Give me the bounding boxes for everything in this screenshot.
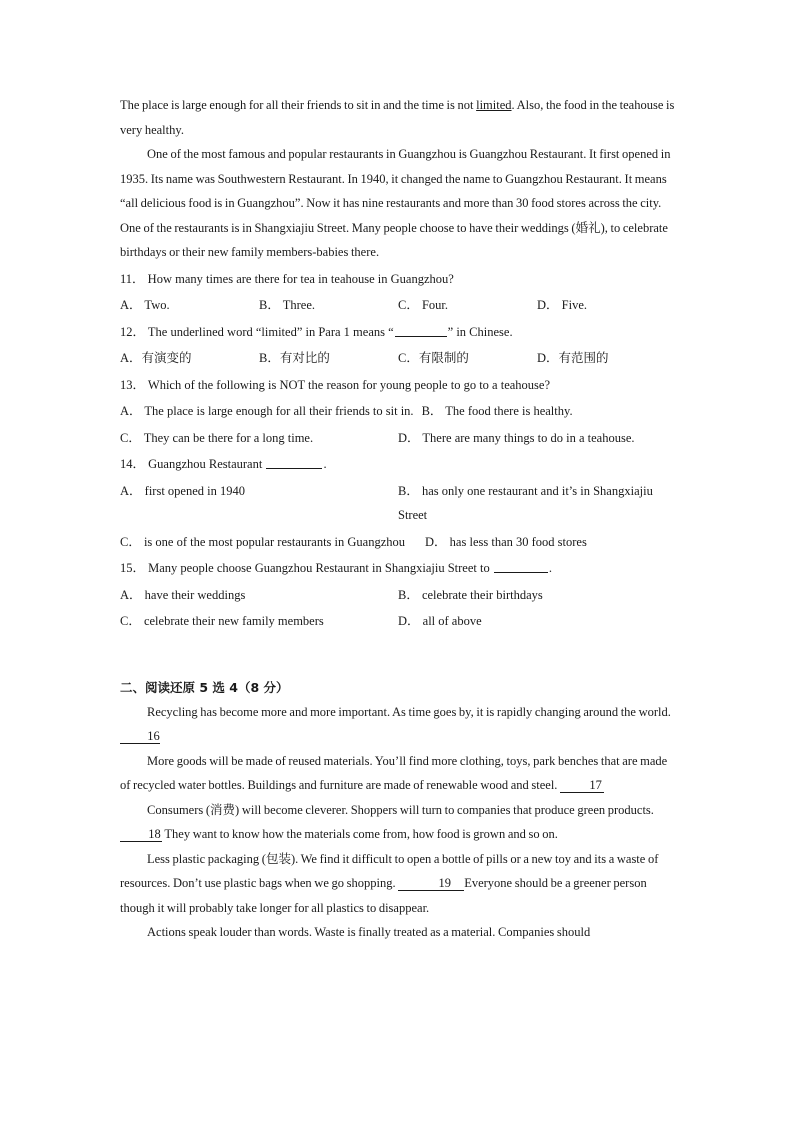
question-13-options-row2 (120, 426, 680, 451)
option-d[interactable]: D．有范围的 (537, 351, 609, 365)
option-d[interactable]: D． all of above (398, 614, 482, 628)
answer-blank[interactable] (494, 558, 548, 573)
question-15-options (120, 583, 680, 608)
question-15: 15． Many people choose Guangzhou Restaurant in Shangxiajiu Street to . (120, 556, 680, 581)
document-page (120, 93, 680, 945)
passage-text: The place is large enough for all their friends to sit in and the time is not (120, 98, 477, 112)
option-a[interactable]: A．有演变的 (120, 351, 192, 365)
question-12-options (120, 346, 680, 371)
underlined-word: limited (476, 98, 512, 112)
section2-paragraph-1: Recycling has become more and more important. As time goes by, it is rapidly changing around the world. 16 (120, 700, 680, 749)
option-d[interactable]: D． There are many things to do in a teahouse. (398, 430, 635, 445)
section2-paragraph-3: Consumers (消费) will become cleverer. Shoppers will turn to companies that produce green products. 18 They want to know how the materials come from, how food is grown and so on. (120, 798, 680, 847)
option-a[interactable]: A． The place is large enough for all their friends to sit in. (120, 404, 414, 418)
section2-paragraph-4: Less plastic packaging (包装). We find it difficult to open a bottle of pills or a new toy and its a waste of resources. Don’t use plastic bags when we go shopping. 19 Everyone should be a greener person though it will probably take longer for all plastics to disappear. (120, 851, 659, 915)
option-c[interactable]: C． celebrate their new family members (120, 614, 324, 628)
option-c[interactable]: C． They can be there for a long time. (120, 430, 314, 445)
question-11: 11． How many times are there for tea in teahouse in Guangzhou? (120, 271, 454, 286)
passage-paragraph-1 (120, 93, 680, 142)
option-b[interactable]: B． celebrate their birthdays (398, 587, 543, 602)
option-c[interactable]: C．有限制的 (398, 351, 469, 365)
option-a[interactable]: A． have their weddings (120, 587, 246, 602)
answer-blank[interactable] (266, 454, 322, 469)
option-b[interactable]: B．有对比的 (259, 351, 330, 365)
question-13-options (120, 399, 680, 424)
answer-blank[interactable] (395, 322, 447, 337)
question-14: 14． Guangzhou Restaurant . (120, 452, 680, 477)
passage-paragraph-2: One of the most famous and popular restaurants in Guangzhou is Guangzhou Restaurant. It first opened in 1935. Its name was Southwestern Restaurant. In 1940, it changed the name to Guangzhou Restaurant. It means “all delicious food is in Guangzhou”. Now it has nine restaurants and more than 30 food stores across the city. One of the restaurants is in Shangxiajiu Street. Many people choose to have their weddings (婚礼), to celebrate birthdays or their new family members-babies there. (120, 147, 671, 259)
question-14-options (120, 479, 680, 528)
option-c[interactable]: C． is one of the most popular restaurants in Guangzhou (120, 534, 406, 549)
section-title: 二、阅读还原 5 选 4（8 分） (120, 679, 289, 695)
option-a[interactable]: A． first opened in 1940 (120, 483, 245, 498)
answer-blank-18[interactable]: 18 (120, 827, 162, 842)
question-15-options-row2 (120, 609, 680, 634)
option-c[interactable]: C． Four. (398, 298, 449, 312)
section2-paragraph-5: Actions speak louder than words. Waste is finally treated as a material. Companies should (147, 925, 591, 939)
option-d[interactable]: D． Five. (537, 298, 588, 312)
question-13: 13． Which of the following is NOT the reason for young people to go to a teahouse? (120, 377, 550, 392)
passage-text: . Also, the food in the teahouse is very healthy. (120, 98, 675, 137)
answer-blank-19[interactable]: 19 (398, 876, 464, 891)
question-12: 12． The underlined word “limited” in Para 1 means “ ” in Chinese. (120, 320, 680, 345)
option-b[interactable]: B． Three. (259, 298, 316, 312)
answer-blank-16[interactable]: 16 (120, 729, 160, 744)
option-b[interactable]: B． has only one restaurant and it’s in Shangxiajiu Street (398, 483, 653, 522)
section2-paragraph-2: More goods will be made of reused materials. You’ll find more clothing, toys, park benches that are made of recycled water bottles. Buildings and furniture are made of renewable wood and steel. 17 (120, 753, 668, 792)
option-b[interactable]: B． The food there is healthy. (421, 404, 573, 418)
option-a[interactable]: A． Two. (120, 298, 170, 312)
question-11-options (120, 293, 680, 318)
answer-blank-17[interactable]: 17 (560, 778, 604, 793)
option-d[interactable]: D． has less than 30 food stores (425, 534, 587, 549)
question-14-options-row2 (120, 530, 680, 555)
